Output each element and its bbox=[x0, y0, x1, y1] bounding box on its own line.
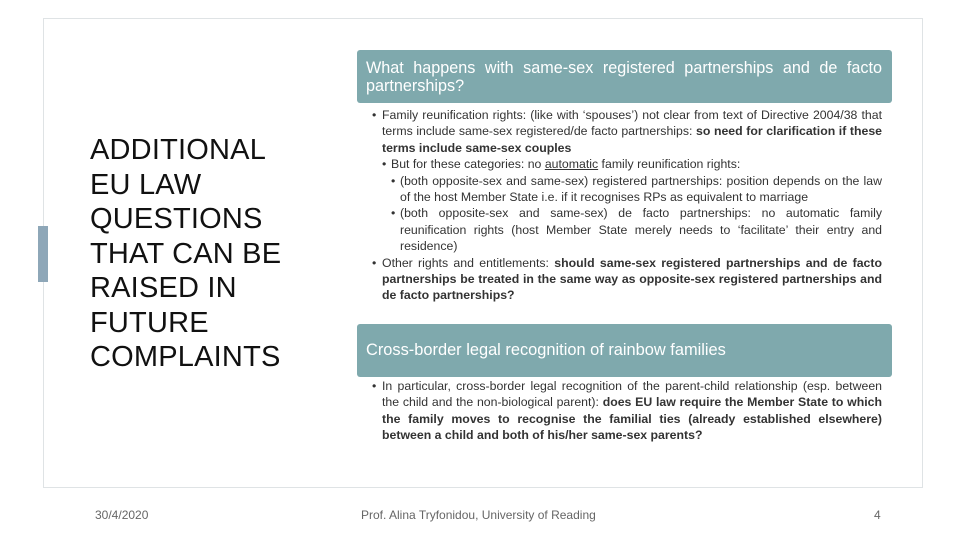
title-line: QUESTIONS bbox=[90, 203, 263, 235]
section-header-partnerships: What happens with same-sex registered partnerships and de facto partnerships? bbox=[357, 50, 892, 103]
title-line: ADDITIONAL bbox=[90, 134, 267, 166]
slide-title bbox=[90, 133, 330, 375]
bullet-de-facto-partnerships: • (both opposite-sex and same-sex) de facto partnerships: no automatic family reunification rights (host Member State merely needs to ‘facilitate’ their entry and residence) bbox=[365, 205, 882, 254]
bullet-text: But for these categories: no bbox=[391, 157, 545, 172]
bullet-categories bbox=[365, 156, 882, 172]
bullet-text: Other rights and entitlements: bbox=[382, 255, 555, 270]
title-line: EU LAW bbox=[90, 168, 202, 201]
section-content-rainbow-families bbox=[365, 378, 882, 444]
title-line: RAISED IN bbox=[90, 272, 237, 304]
page-number: 4 bbox=[874, 508, 881, 522]
title-line: COMPLAINTS bbox=[90, 341, 281, 373]
title-line: FUTURE bbox=[90, 306, 209, 339]
footer-date: 30/4/2020 bbox=[95, 508, 149, 522]
section-header-rainbow-families: Cross-border legal recognition of rainbow families bbox=[357, 324, 892, 377]
bullet-bold-text: does EU law require the Member State to which the family moves to recognise the familial ties (already established elsewhere) between a child and both of his/her same-sex parents? bbox=[382, 395, 882, 443]
bullet-parent-child-recognition bbox=[365, 378, 882, 444]
underlined-text: automatic bbox=[544, 157, 599, 172]
bullet-text: Family reunification rights: (like with ‘spouses’) not clear from text of Directive 2004/38 that terms include same-sex registered/de facto partnerships: bbox=[382, 108, 882, 139]
accent-bar bbox=[38, 226, 48, 282]
footer-author: Prof. Alina Tryfonidou, University of Reading bbox=[361, 508, 596, 522]
bullet-other-rights bbox=[365, 255, 882, 304]
bullet-text: family reunification rights: bbox=[598, 157, 741, 172]
title-line: THAT CAN BE bbox=[90, 237, 282, 270]
bullet-family-reunification bbox=[365, 107, 882, 156]
bullet-bold-text: should same-sex registered partnerships and de facto partnerships be treated in the same way as opposite-sex registered partnerships and de facto partnerships? bbox=[382, 255, 882, 303]
section-content-partnerships bbox=[365, 107, 882, 304]
bullet-bold-text: so need for clarification if these terms include same-sex couples bbox=[382, 124, 883, 155]
bullet-text: In particular, cross-border legal recognition of the parent-child relationship (esp. between the child and the non-biological parent): bbox=[382, 379, 882, 410]
bullet-registered-partnerships: • (both opposite-sex and same-sex) registered partnerships: position depends on the law of the host Member State i.e. if it recognises RPs as equivalent to marriage bbox=[365, 173, 882, 206]
